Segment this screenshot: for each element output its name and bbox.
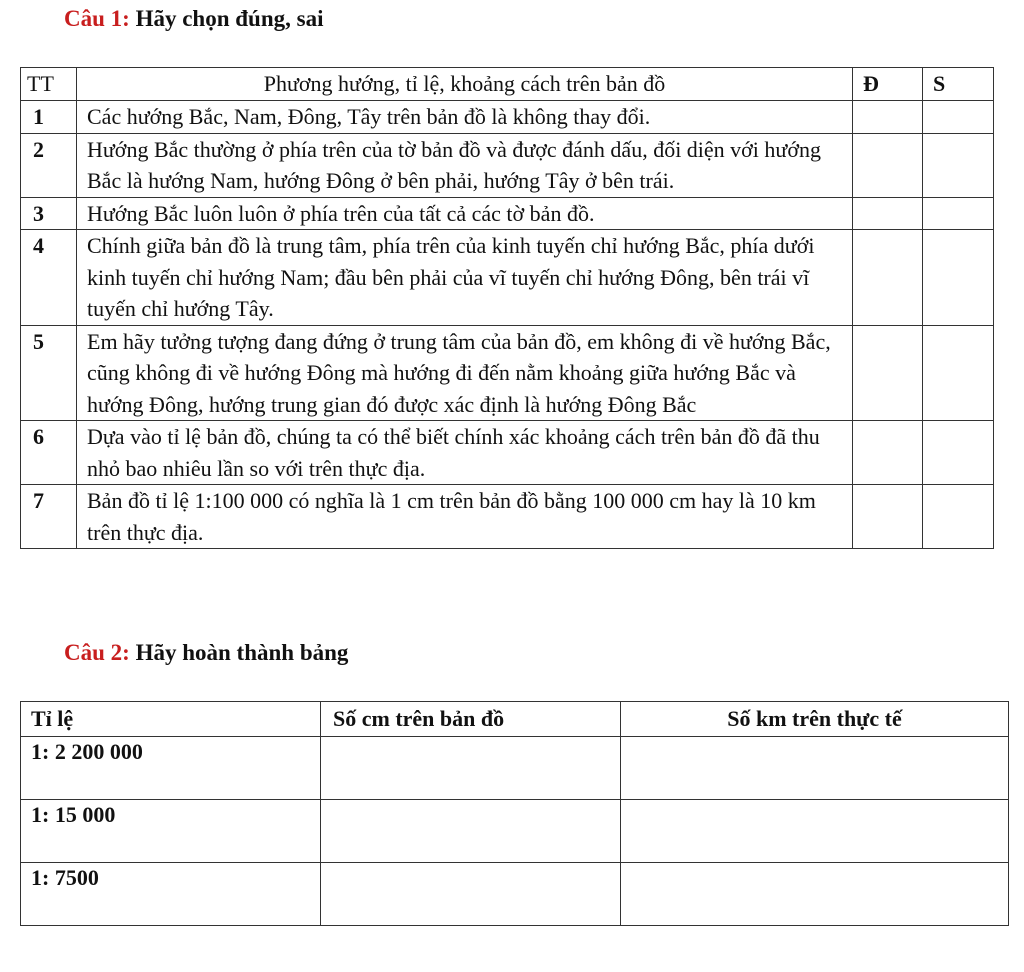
question-2-number: Câu 2: — [64, 640, 130, 665]
table-row — [21, 101, 994, 134]
km-answer-cell[interactable] — [621, 737, 1009, 800]
statement-text: Các hướng Bắc, Nam, Đông, Tây trên bản đồ là không thay đổi. — [77, 101, 853, 134]
statement-text: Em hãy tưởng tượng đang đứng ở trung tâm của bản đồ, em không đi về hướng Bắc, cũng không đi về hướng Đông mà hướng đi đến nằm khoảng giữa hướng Bắc và hướng Đông, hướng trung gian đó được xác định là hướng Đông Bắc — [77, 325, 853, 421]
true-answer-cell[interactable] — [853, 101, 923, 134]
table-row — [21, 325, 994, 421]
statement-text: Hướng Bắc luôn luôn ở phía trên của tất cả các tờ bản đồ. — [77, 197, 853, 230]
table-row — [21, 863, 1009, 926]
cm-answer-cell[interactable] — [321, 737, 621, 800]
true-answer-cell[interactable] — [853, 197, 923, 230]
scale-table — [20, 701, 1009, 926]
true-answer-cell[interactable] — [853, 133, 923, 197]
statement-text: Hướng Bắc thường ở phía trên của tờ bản đồ và được đánh dấu, đối diện với hướng Bắc là hướng Nam, hướng Đông ở bên phải, hướng Tây ở bên trái. — [77, 133, 853, 197]
table-row — [21, 485, 994, 549]
row-number: 4 — [21, 230, 77, 326]
question-2-title: Hãy hoàn thành bảng — [129, 640, 349, 665]
question-2-heading — [64, 640, 348, 666]
table-row — [21, 800, 1009, 863]
header-true: Đ — [853, 68, 923, 101]
scale-value: 1: 2 200 000 — [21, 737, 321, 800]
cm-answer-cell[interactable] — [321, 863, 621, 926]
false-answer-cell[interactable] — [923, 101, 994, 134]
true-answer-cell[interactable] — [853, 325, 923, 421]
question-1-number: Câu 1: — [64, 6, 130, 31]
row-number: 2 — [21, 133, 77, 197]
km-answer-cell[interactable] — [621, 863, 1009, 926]
header-tt: TT — [21, 68, 77, 101]
true-false-table — [20, 67, 994, 549]
true-answer-cell[interactable] — [853, 485, 923, 549]
row-number: 6 — [21, 421, 77, 485]
false-answer-cell[interactable] — [923, 421, 994, 485]
row-number: 1 — [21, 101, 77, 134]
table-row — [21, 133, 994, 197]
false-answer-cell[interactable] — [923, 485, 994, 549]
row-number: 5 — [21, 325, 77, 421]
header-scale: Tỉ lệ — [21, 702, 321, 737]
table-row — [21, 421, 994, 485]
header-cm-on-map: Số cm trên bản đồ — [321, 702, 621, 737]
row-number: 7 — [21, 485, 77, 549]
table-row — [21, 737, 1009, 800]
header-false: S — [923, 68, 994, 101]
table-row — [21, 230, 994, 326]
header-km-real: Số km trên thực tế — [621, 702, 1009, 737]
question-1-heading — [64, 6, 323, 32]
row-number: 3 — [21, 197, 77, 230]
statement-text: Dựa vào tỉ lệ bản đồ, chúng ta có thể biết chính xác khoảng cách trên bản đồ đã thu nhỏ bao nhiêu lần so với trên thực địa. — [77, 421, 853, 485]
table-header-row — [21, 68, 994, 101]
statement-text: Chính giữa bản đồ là trung tâm, phía trên của kinh tuyến chỉ hướng Bắc, phía dưới kinh tuyến chỉ hướng Nam; đầu bên phải của vĩ tuyến chỉ hướng Đông, bên trái vĩ tuyến chỉ hướng Tây. — [77, 230, 853, 326]
cm-answer-cell[interactable] — [321, 800, 621, 863]
table-header-row — [21, 702, 1009, 737]
false-answer-cell[interactable] — [923, 133, 994, 197]
km-answer-cell[interactable] — [621, 800, 1009, 863]
table-row — [21, 197, 994, 230]
question-1-title: Hãy chọn đúng, sai — [129, 6, 324, 31]
true-answer-cell[interactable] — [853, 421, 923, 485]
false-answer-cell[interactable] — [923, 325, 994, 421]
false-answer-cell[interactable] — [923, 197, 994, 230]
scale-value: 1: 15 000 — [21, 800, 321, 863]
scale-value: 1: 7500 — [21, 863, 321, 926]
statement-text: Bản đồ tỉ lệ 1:100 000 có nghĩa là 1 cm trên bản đồ bằng 100 000 cm hay là 10 km trên thực địa. — [77, 485, 853, 549]
true-answer-cell[interactable] — [853, 230, 923, 326]
false-answer-cell[interactable] — [923, 230, 994, 326]
header-content: Phương hướng, tỉ lệ, khoảng cách trên bản đồ — [77, 68, 853, 101]
